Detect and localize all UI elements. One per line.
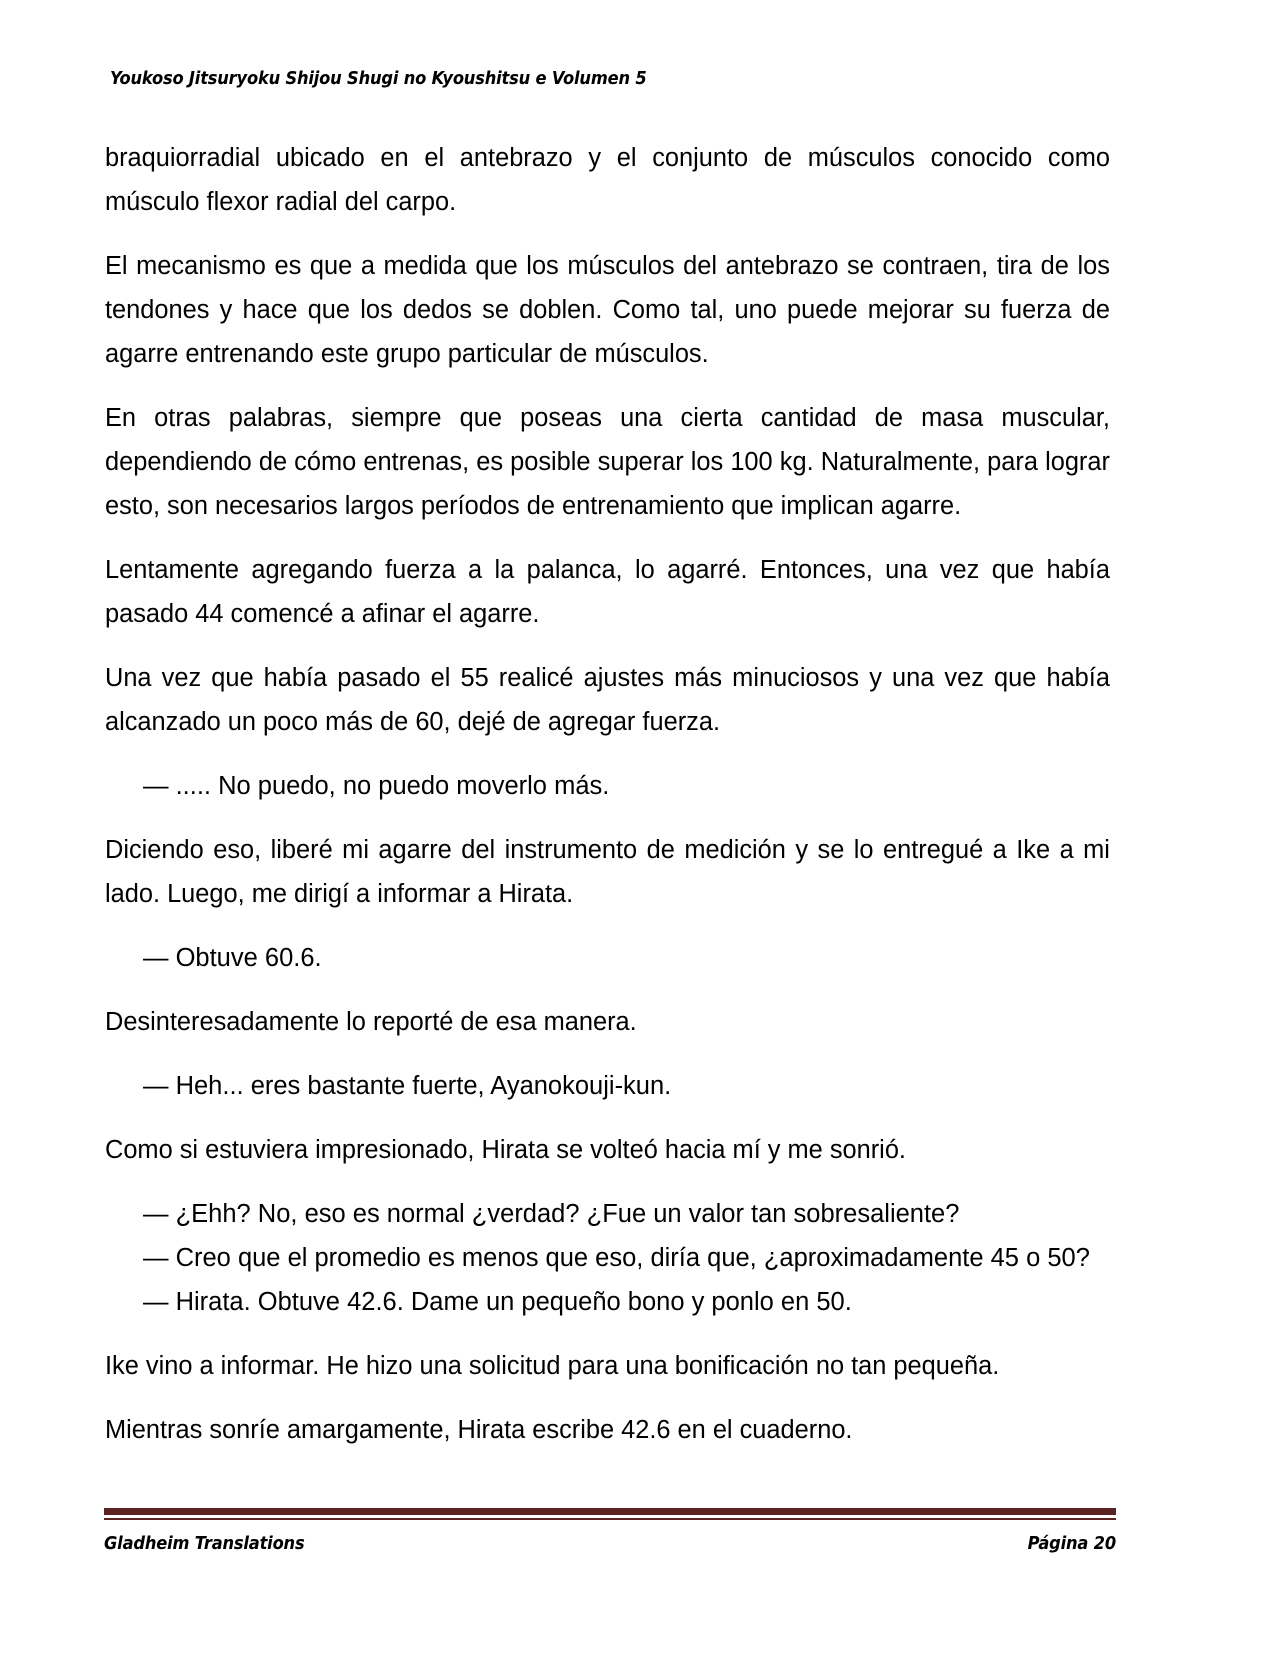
page-footer — [104, 1508, 1116, 1554]
footer-row — [104, 1534, 1116, 1554]
footer-rule-thin — [104, 1518, 1116, 1520]
body-paragraph: braquiorradial ubicado en el antebrazo y el conjunto de músculos conocido como músculo flexor radial del carpo. — [105, 144, 1110, 216]
dialogue-line: — Creo que el promedio es menos que eso, diría que, ¿aproximadamente 45 o 50? — [143, 1244, 1090, 1272]
dialogue-line: — ..... No puedo, no puedo moverlo más. — [143, 772, 610, 800]
dialogue-line: — ¿Ehh? No, eso es normal ¿verdad? ¿Fue un valor tan sobresaliente? — [143, 1200, 960, 1228]
body-paragraph: En otras palabras, siempre que poseas una cierta cantidad de masa muscular, dependiendo de cómo entrenas, es posible superar los 100 kg. Naturalmente, para lograr esto, son necesarios largos períodos de entrenamiento que implican agarre. — [105, 404, 1110, 520]
footer-translator-credit: Gladheim Translations — [104, 1534, 305, 1554]
body-paragraph: Desinteresadamente lo reporté de esa manera. — [105, 1008, 637, 1036]
dialogue-line: — Hirata. Obtuve 42.6. Dame un pequeño bono y ponlo en 50. — [143, 1288, 852, 1316]
dialogue-line: — Obtuve 60.6. — [143, 944, 322, 972]
dialogue-line: — Heh... eres bastante fuerte, Ayanokouji-kun. — [143, 1072, 672, 1100]
body-paragraph: Ike vino a informar. He hizo una solicitud para una bonificación no tan pequeña. — [105, 1352, 1000, 1380]
page-header — [110, 68, 1115, 98]
body-paragraph: El mecanismo es que a medida que los músculos del antebrazo se contraen, tira de los tendones y hace que los dedos se doblen. Como tal, uno puede mejorar su fuerza de agarre entrenando este grupo particular de músculos. — [105, 252, 1110, 368]
body-paragraph: Lentamente agregando fuerza a la palanca, lo agarré. Entonces, una vez que había pasado 44 comencé a afinar el agarre. — [105, 556, 1110, 628]
footer-rule-thick — [104, 1508, 1116, 1515]
body-paragraph: Mientras sonríe amargamente, Hirata escribe 42.6 en el cuaderno. — [105, 1416, 853, 1444]
body-paragraph: Una vez que había pasado el 55 realicé ajustes más minuciosos y una vez que había alcanzado un poco más de 60, dejé de agregar fuerza. — [105, 664, 1110, 736]
body-paragraph: Como si estuviera impresionado, Hirata se volteó hacia mí y me sonrió. — [105, 1136, 906, 1164]
document-body — [105, 136, 1115, 1452]
header-title: Youkoso Jitsuryoku Shijou Shugi no Kyoushitsu e Volumen 5 — [110, 69, 647, 89]
dialogue-group — [105, 1192, 1115, 1324]
body-paragraph: Diciendo eso, liberé mi agarre del instrumento de medición y se lo entregué a Ike a mi lado. Luego, me dirigí a informar a Hirata. — [105, 836, 1110, 908]
footer-page-number: Página 20 — [1027, 1534, 1116, 1554]
